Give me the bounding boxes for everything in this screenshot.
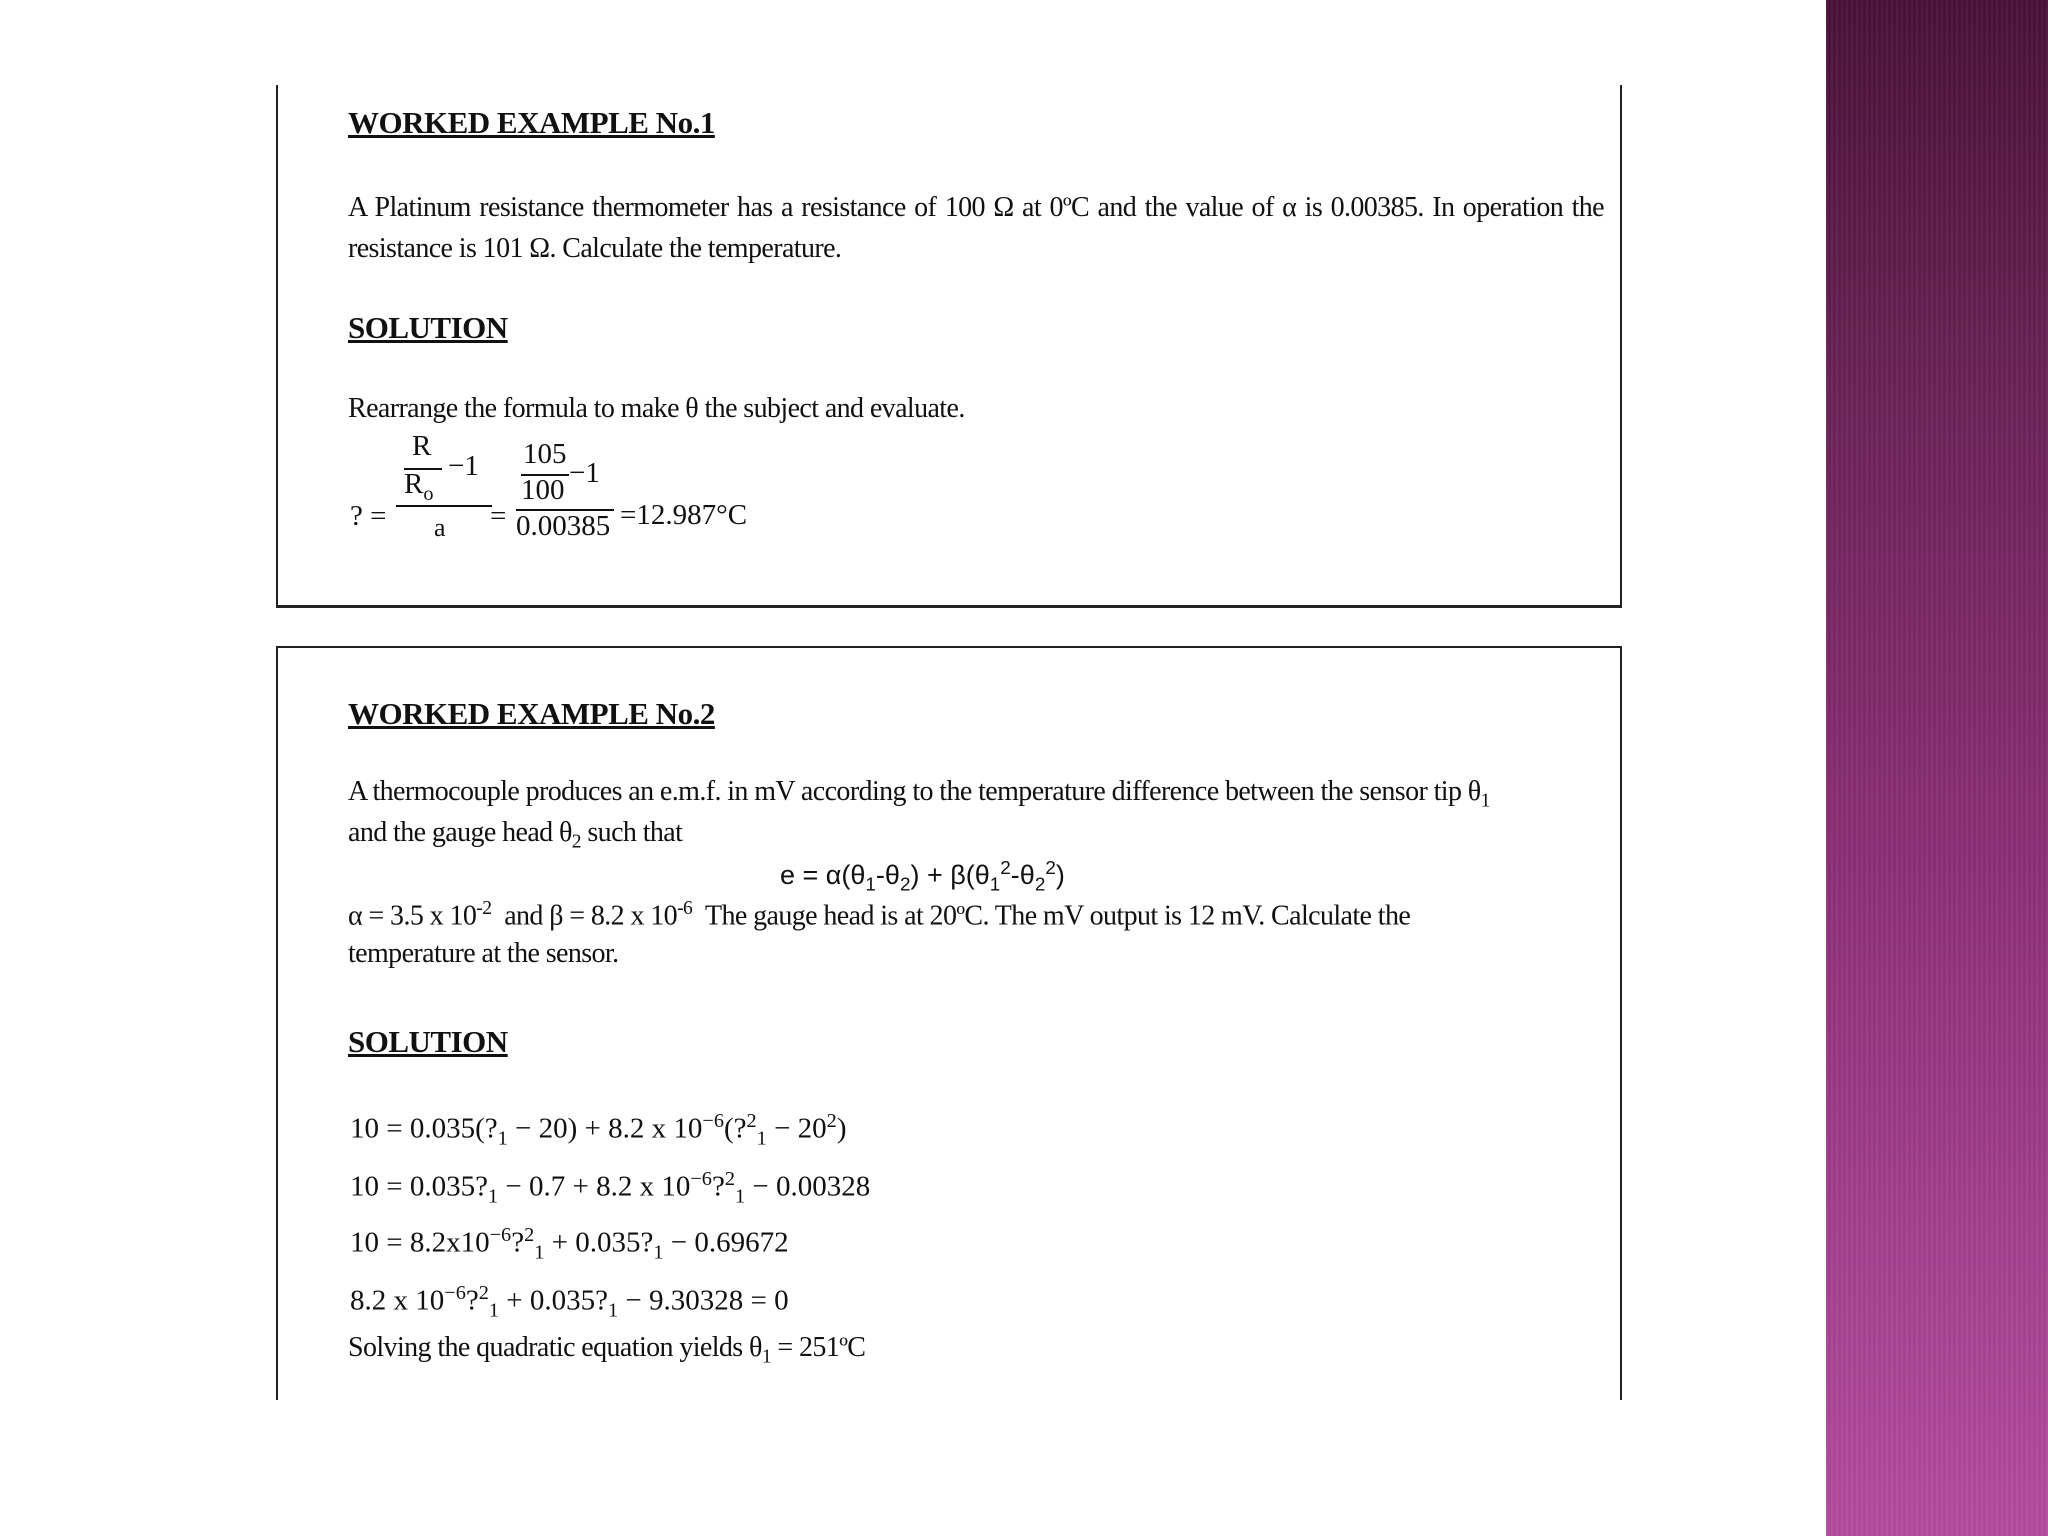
- example-2-constants-line-2: temperature at the sensor.: [348, 938, 619, 969]
- formula-minus-one-a: −1: [448, 450, 479, 482]
- formula-105: 105: [523, 438, 567, 470]
- example-1-problem: A Platinum resistance thermometer has a resistance of 100 Ω at 0ºC and the value of α is 0.00385. In operation the resistance is 101 Ω. Calculate the temperature.: [348, 192, 1604, 264]
- example-1-heading: WORKED EXAMPLE No.1: [348, 105, 715, 140]
- solution-step-2: $10 = 0.035?_1 - 0.7 + 8.2$ x $10^{-6}?^2_1 - 0.00328$: [350, 1168, 871, 1208]
- example-2-heading: WORKED EXAMPLE No.2: [348, 696, 715, 731]
- formula-r-top: R: [412, 430, 432, 462]
- solution-step-1: $10 = 0.035(?_1 - 20) + 8.2$ x $10^{-6}(?^2_1 - 20^2)$: [350, 1110, 847, 1150]
- formula-result: =12.987°C: [620, 499, 748, 531]
- example-2-problem-line-2: and the gauge head $\theta_2$ such that: [348, 817, 683, 853]
- formula-r-bottom: $R_o$: [404, 468, 434, 505]
- worked-example-1-panel: [276, 85, 1622, 608]
- solution-conclusion: Solving the quadratic equation yields $\theta_1$ = 251ºC: [348, 1332, 866, 1368]
- formula-minus-one-b: −1: [569, 457, 600, 489]
- solution-step-3: $10 = 8.2x10^{-6}?^2_1$ + $0.035?_1 - 0.69672$: [350, 1224, 789, 1264]
- formula-equals: =: [490, 500, 507, 532]
- formula-denominator-a: a: [434, 513, 446, 542]
- example-2-constants-line: α = 3.5 x $10^{-2}$ and β = 8.2 x $10^{-6}$ The gauge head is at 20ºC. The mV output is 12 mV. Calculate the: [348, 898, 1411, 932]
- example-2-emf-equation: $e = \alpha(\theta_1-\theta_2) + \beta(\theta_1^2-\theta_2^2)$: [780, 858, 1065, 896]
- formula-fraction-bar-1: [396, 505, 492, 507]
- solution-step-4: 8.2 x $10^{-6}?^2_1$ + $0.035?_1 - 9.30328 = 0$: [350, 1282, 789, 1322]
- formula-100: 100: [521, 474, 565, 506]
- decorative-side-band: [1826, 0, 2048, 1536]
- example-2-solution-heading: SOLUTION: [348, 1024, 508, 1059]
- formula-0.00385: 0.00385: [516, 510, 611, 542]
- example-2-problem-line-1: A thermocouple produces an e.m.f. in mV according to the temperature difference between the sensor tip $\theta_1$: [348, 776, 1490, 812]
- example-1-instruction: Rearrange the formula to make θ the subject and evaluate.: [348, 393, 965, 424]
- formula-lhs: ? =: [350, 500, 387, 532]
- example-1-solution-heading: SOLUTION: [348, 310, 508, 345]
- worked-example-2-panel: [276, 646, 1622, 1400]
